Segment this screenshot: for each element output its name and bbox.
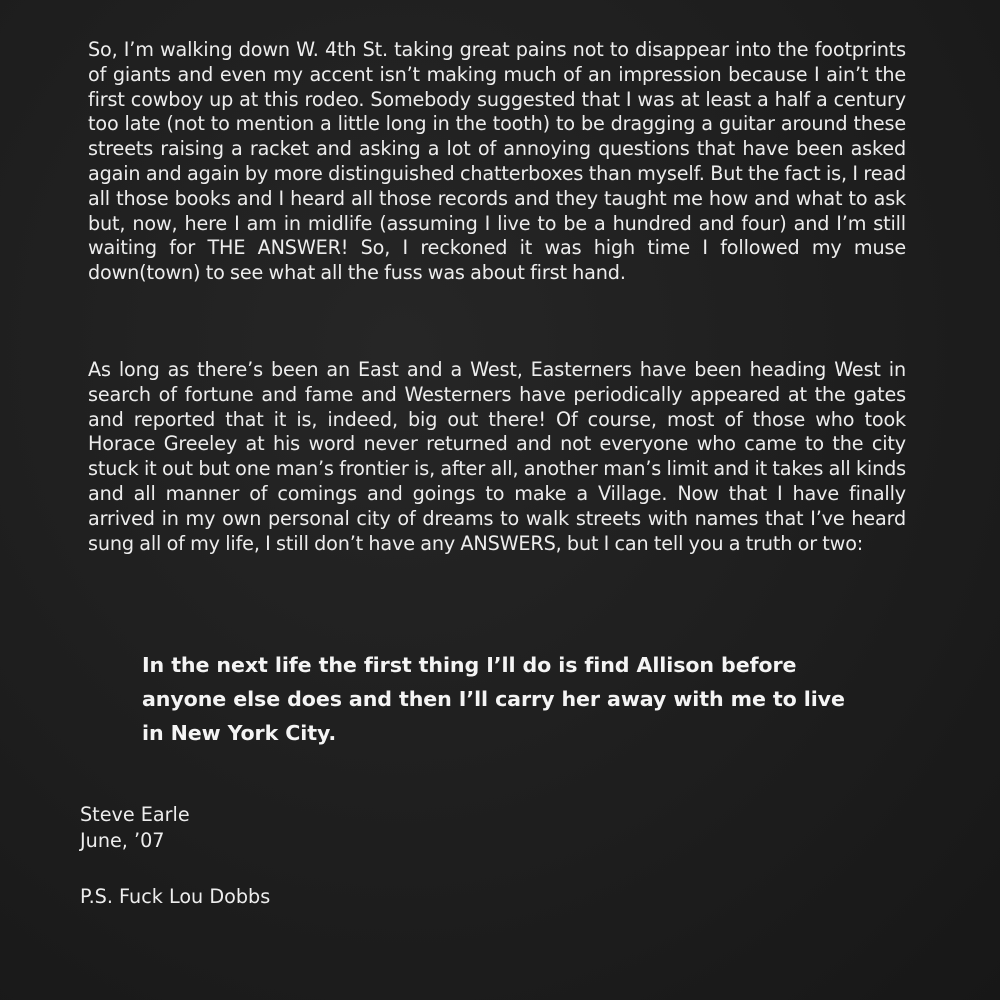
- signature-name: Steve Earle: [80, 803, 190, 826]
- body-paragraph-2: As long as there’s been an East and a West, Easterners have been heading West in search of fortune and fame and Westerners have periodically appeared at the gates and reported that it is, indeed, big out there! Of course, most of those who took Horace Greeley at his word never returned and not everyone who came to the city stuck it out but one man’s frontier is, after all, another man’s limit and it takes all kinds and all manner of comings and goings to make a Village. Now that I have finally arrived in my own personal city of dreams to walk streets with names that I’ve heard sung all of my life, I still don’t have any ANSWERS, but I can tell you a truth or two:: [88, 358, 906, 555]
- signature-date: June, ’07: [80, 829, 165, 852]
- pull-quote: In the next life the first thing I’ll do is find Allison before anyone else does and then I’ll carry her away with me to live in New York City.: [142, 653, 845, 745]
- body-paragraph-1: So, I’m walking down W. 4th St. taking great pains not to disappear into the footprints of giants and even my accent isn’t making much of an impression because I ain’t the first cowboy up at this rodeo. Somebody suggested that I was at least a half a century too late (not to mention a little long in the tooth) to be dragging a guitar around these streets raising a racket and asking a lot of annoying questions that have been asked again and again by more distinguished chatterboxes than myself. But the fact is, I read all those books and I heard all those records and they taught me how and what to ask but, now, here I am in midlife (assuming I live to be a hundred and four) and I’m still waiting for THE ANSWER! So, I reckoned it was high time I followed my muse down(town) to see what all the fuss was about first hand.: [88, 38, 906, 285]
- postscript: P.S. Fuck Lou Dobbs: [80, 885, 271, 908]
